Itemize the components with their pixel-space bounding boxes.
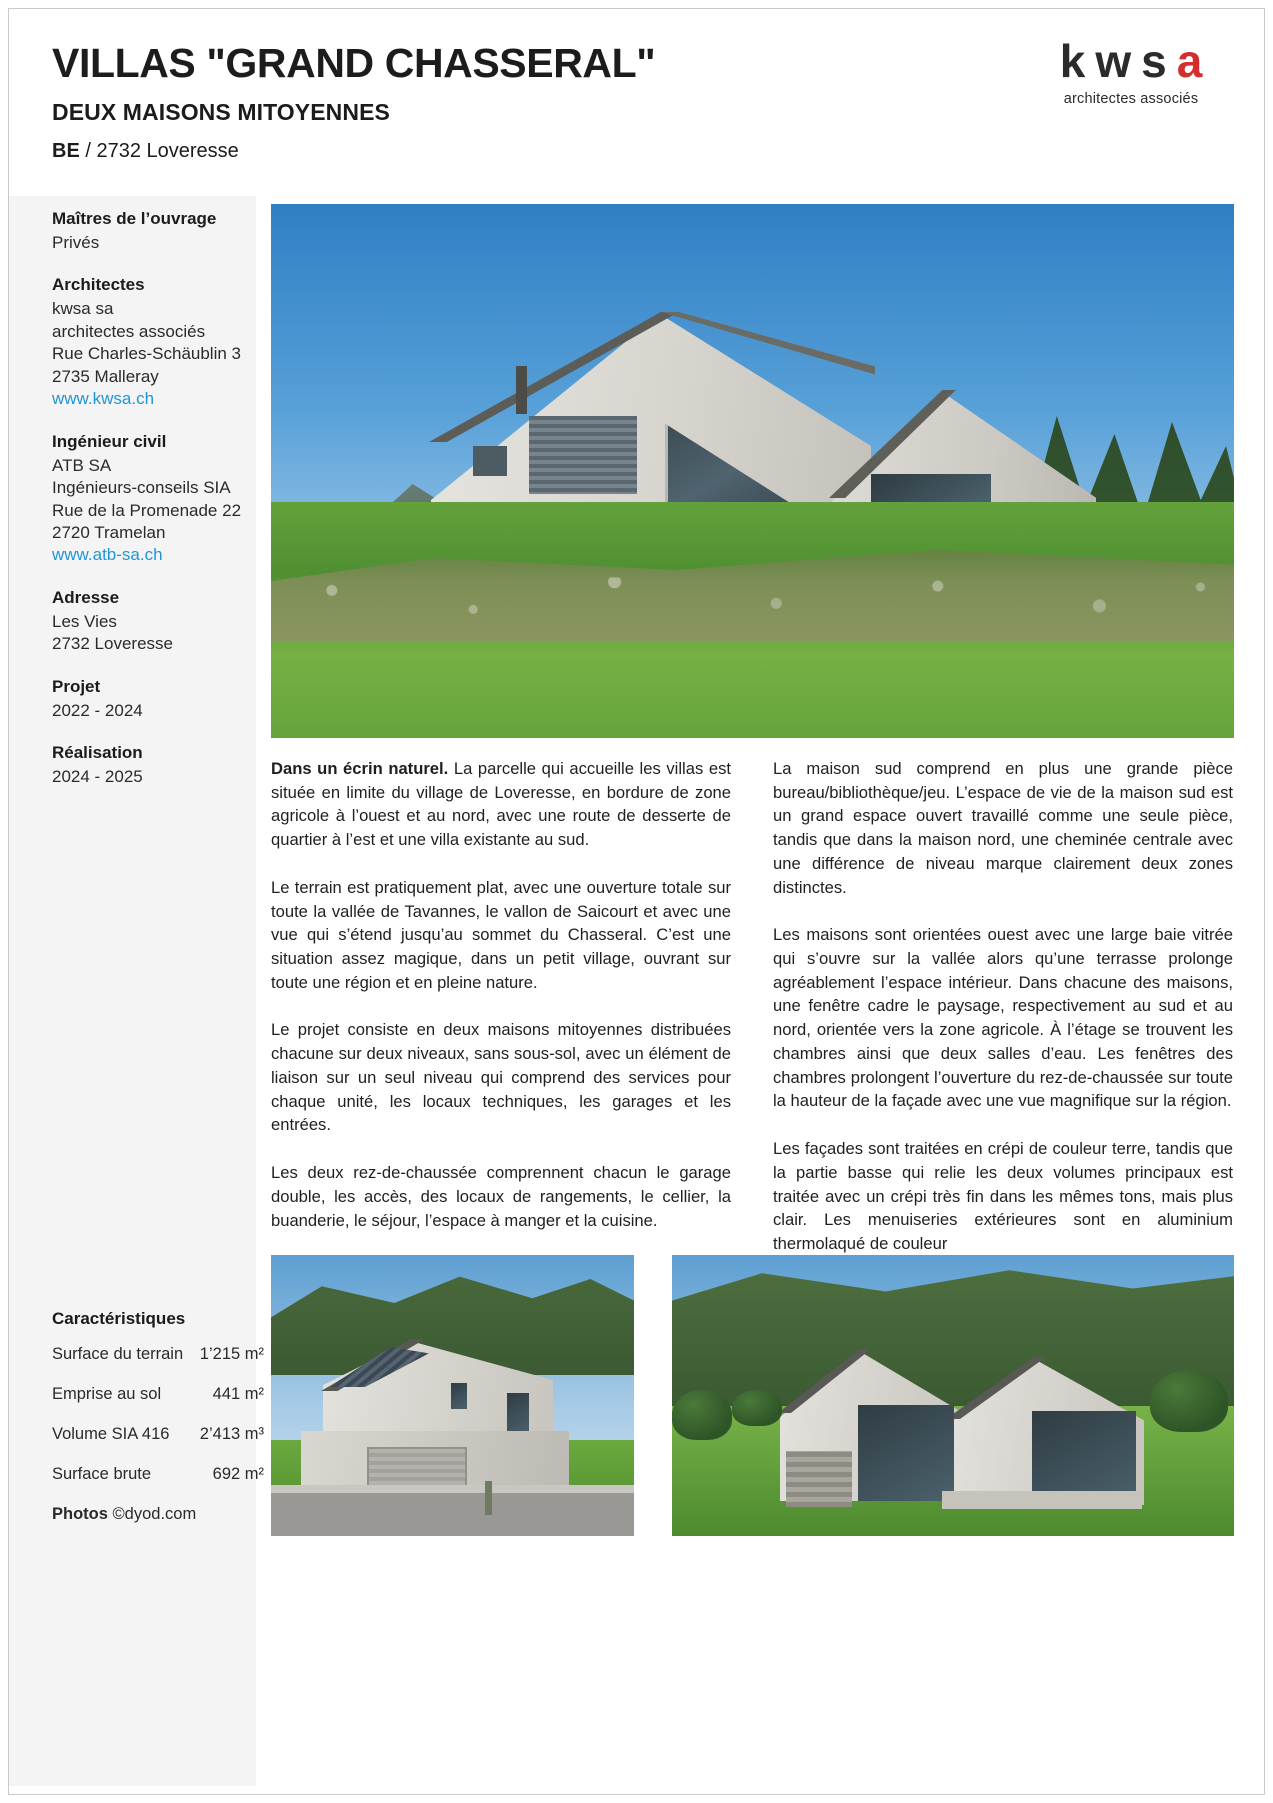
sidebar-block-line: 2022 - 2024	[52, 700, 143, 720]
paragraph-text: Le terrain est pratiquement plat, avec une ouverture totale sur toute la vallée de Tavannes, le vallon de Saicourt et avec une vue qui s’étend jusqu’au sommet du Chasseral. C’est une situation assez magique, dans un petit village, ouvrant sur toute une région et en pleine nature.	[271, 877, 731, 992]
text-column-right	[773, 757, 1233, 1280]
sidebar-block-line: Rue de la Promenade 22	[52, 500, 242, 520]
sidebar-block-line: Privés	[52, 233, 100, 252]
sidebar-blocks	[52, 209, 262, 810]
hero-chimney	[516, 366, 527, 414]
article-paragraph	[271, 1161, 731, 1232]
sidebar-block-line: Les Vies	[52, 611, 117, 631]
article-paragraph	[773, 1137, 1233, 1256]
characteristics-label: Surface du terrain	[52, 1345, 184, 1363]
characteristics-value: 692 m²	[212, 1465, 264, 1483]
article-paragraph	[271, 757, 731, 852]
sidebar-block-heading: Adresse	[52, 587, 120, 607]
info-sidebar	[9, 196, 264, 1786]
photo-kerb	[271, 1485, 634, 1493]
characteristics-value: 2’413 m³	[199, 1425, 264, 1443]
sidebar-block-line: kwsa sa	[52, 299, 114, 319]
sidebar-block-heading: Réalisation	[52, 743, 143, 763]
characteristics-value: 441 m²	[212, 1385, 264, 1403]
sidebar-block	[52, 743, 262, 788]
sidebar-block	[52, 588, 262, 656]
characteristics-row	[52, 1425, 264, 1444]
characteristics-row	[52, 1385, 264, 1404]
characteristics-section	[52, 1309, 264, 1524]
photo-shrub	[1150, 1370, 1228, 1432]
characteristics-label: Surface brute	[52, 1465, 152, 1483]
characteristics-label: Emprise au sol	[52, 1385, 162, 1403]
photo-window	[507, 1393, 529, 1433]
location-separator: /	[79, 140, 97, 162]
logo-letter-w: w	[1095, 35, 1142, 87]
sidebar-block-line: 2024 - 2025	[52, 767, 143, 787]
photo-shrub	[732, 1390, 782, 1426]
sidebar-block-line: Rue Charles-Schäublin 3	[52, 344, 241, 364]
paragraph-text: Les deux rez-de-chaussée comprennent chacun le garage double, les accès, des locaux de rangements, le cellier, la buanderie, le séjour, l’espace à manger et la cuisine.	[271, 1163, 731, 1230]
sidebar-block-line: 2720 Tramelan	[52, 522, 166, 542]
sidebar-block-line: 2732 Loveresse	[52, 634, 173, 654]
sidebar-block-line: 2735 Malleray	[52, 366, 159, 386]
logo-letter-a: a	[1176, 35, 1213, 87]
sidebar-block	[52, 275, 262, 410]
sidebar-website-link[interactable]: www.kwsa.ch	[52, 389, 155, 409]
sidebar-block-line: architectes associés	[52, 321, 206, 341]
kwsa-logo	[1021, 35, 1241, 107]
sidebar-block-heading: Architectes	[52, 275, 145, 295]
characteristics-title: Caractéristiques	[52, 1309, 186, 1328]
sidebar-website-link[interactable]: www.atb-sa.ch	[52, 545, 163, 565]
sidebar-block-heading: Projet	[52, 676, 101, 696]
sidebar-block-line: ATB SA	[52, 455, 112, 475]
canton-code: BE	[52, 140, 80, 162]
logo-wordmark	[1021, 35, 1241, 87]
sidebar-block-heading: Maîtres de l’ouvrage	[52, 209, 217, 228]
paragraph-text: La maison sud comprend en plus une grande pièce bureau/bibliothèque/jeu. L’espace de vie de la maison sud est un grand espace ouvert travaillé comme une seule pièce, tandis que dans la maison nord, une cheminée centrale avec une différence de niveau marque clairement deux zones distinctes.	[773, 759, 1233, 897]
paragraph-text: La parcelle qui accueille les villas est située en limite du village de Loveresse, en bordure de zone agricole à l’ouest et au nord, avec une route de desserte de quartier à l’est et une villa existante au sud.	[271, 759, 731, 850]
sidebar-block-heading: Ingénieur civil	[52, 431, 167, 451]
photo-glass-facade-north	[858, 1405, 954, 1501]
location-line	[52, 140, 239, 163]
characteristics-row	[52, 1345, 264, 1364]
photo-shrub	[672, 1390, 732, 1440]
characteristics-label: Volume SIA 416	[52, 1425, 170, 1443]
article-paragraph	[773, 923, 1233, 1113]
hero-window-upper	[473, 446, 507, 476]
logo-letter-s: s	[1141, 35, 1177, 87]
characteristics-value: 1’215 m²	[199, 1345, 264, 1363]
paragraph-text: Le projet consiste en deux maisons mitoyennes distribuées chacune sur deux niveaux, sans sous-sol, avec un élément de liaison sur un seul niveau qui comprend des services pour chaque unité, les locaux techniques, les garages et les entrées.	[271, 1020, 731, 1135]
logo-letter-k: k	[1059, 35, 1096, 87]
photos-label: Photos	[52, 1505, 108, 1523]
paragraph-text: Les façades sont traitées en crépi de couleur terre, tandis que la partie basse qui relie les deux volumes principaux est traitée avec un crépi très fin dans les mêmes tons, mais plus clair. Les menuiseries extérieures sont en aluminium thermolaqué de couleur	[773, 1139, 1233, 1253]
bottom-right-photo	[672, 1255, 1234, 1536]
sidebar-block	[52, 432, 262, 567]
article-paragraph	[773, 757, 1233, 899]
photo-driveway	[271, 1491, 634, 1536]
page-subtitle: DEUX MAISONS MITOYENNES	[52, 99, 390, 125]
photo-terrace	[942, 1491, 1142, 1509]
sidebar-block	[52, 677, 262, 722]
location-city: 2732 Loveresse	[96, 140, 239, 162]
bottom-left-photo	[271, 1255, 634, 1536]
characteristics-row	[52, 1465, 264, 1484]
page-title: VILLAS "GRAND CHASSERAL"	[52, 40, 656, 86]
sidebar-block	[52, 209, 262, 254]
logo-tagline: architectes associés	[1063, 91, 1199, 107]
photos-credit	[52, 1505, 264, 1524]
article-paragraph	[271, 1018, 731, 1137]
sidebar-block-line: Ingénieurs-conseils SIA	[52, 478, 231, 498]
hero-window-louvres	[529, 416, 637, 494]
photo-post	[485, 1481, 492, 1515]
paragraph-lead-in: Dans un écrin naturel.	[271, 759, 449, 778]
photo-window	[451, 1383, 467, 1409]
hero-photo	[271, 204, 1234, 738]
photo-gabion-wall	[786, 1451, 852, 1507]
article-columns	[271, 757, 1234, 1280]
photos-credit-value: ©dyod.com	[112, 1505, 197, 1523]
characteristics-table	[52, 1345, 264, 1484]
text-column-left	[271, 757, 731, 1280]
document-header	[0, 0, 1273, 196]
article-paragraph	[271, 876, 731, 995]
paragraph-text: Les maisons sont orientées ouest avec une large baie vitrée qui s’ouvre sur la vallée alors qu’une terrasse prolonge agréablement l’espace intérieur. Dans chacune des maisons, une fenêtre cadre le paysage, respectivement au sud et au nord, orientée vers la zone agricole. À l’étage se trouvent les chambres ainsi que deux salles d’eau. Les fenêtres des chambres prolongent l’ouverture du rez-de-chaussée sur toute la hauteur de la façade avec une vue magnifique sur la région.	[773, 925, 1233, 1111]
